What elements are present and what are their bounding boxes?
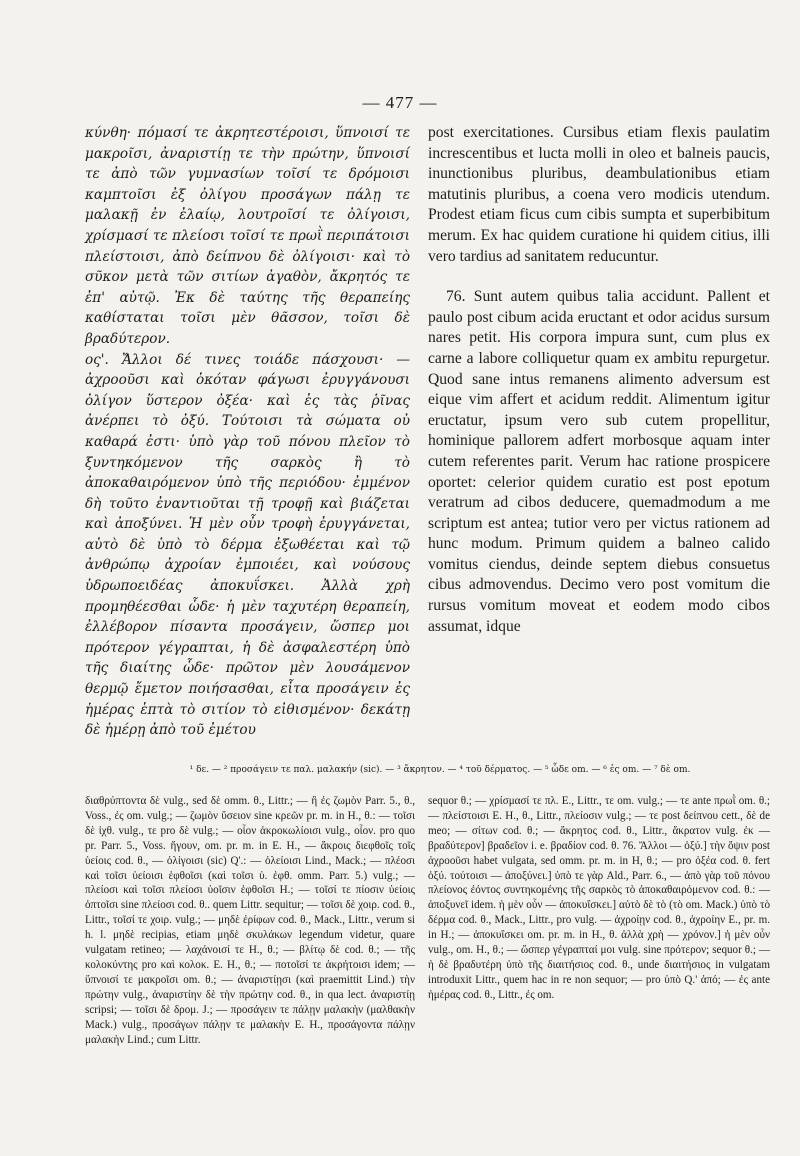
latin-paragraph-2: 76. Sunt autem quibus talia accidunt. Pallent et paulo post cibum acida eructant et odor acidus sursum nares petit. His corpora impura sunt, cum plus ex carne a labore colliquetur quam ex ambitu repurgetur. Quod sane intus remanens alimento adversum est eique vim affert et acidum reddit. Alimentum igitur eructatur, ipsum vero sub cutem propellitur, hominique pallorem adfert morbosque aquam inter cutem referentes parit. Verum hac ratione prospicere oportet: celerior quidem curatio est post epotum veratrum ad cibos deducere, quemadmodum a me scriptum est antea; tutior vero per victus rationem ad hunc modum. Primum quidem a balneo calido vomitus ciendus, deinde septem diebus consuetus cibus admovendus. Decimo vero post vomitum die rursus vomitum moveat et eodem modo cibos assumat, idque bbox=[428, 288, 770, 635]
paragraph-gap bbox=[428, 267, 770, 287]
latin-paragraph-1: post exercitationes. Cursibus etiam flexis paulatim increscentibus et lucta molli in oleo et balneis paucis, inunctionibus pluribus, deambulationibus etiam matutinis pluribus, a coena vero modicis utendum. Prodest etiam ficus cum cibis sumpta et superbibitum merum. Ex hac quidem curatione hi quidem citius, illi vero tardius ad sanitatem reducuntur. bbox=[428, 124, 770, 265]
apparatus-right-column bbox=[428, 794, 770, 1003]
apparatus-left-text: διαθρύπτοντα δὲ vulg., sed δὲ omm. θ., Littr.; — ἢ ἐς ζωμὸν Parr. 5., θ., Voss., ἐς om. vulg.; — ζωμὸν ὕσειον sine κρεῶν pr. m. in H., θ.: — τοῖσι δὲ ἰχθ. vulg., τε pro δὲ vulg.; — οἷον ἀκροκωλίοισι vulg., οἷον. pro quo pr. Parr. 5., Voss. ἤγουν, om. pr. m. in E. H., — ἄκροις διεφθοῖς τοῖς ὑείοις cod. θ., — ὀλίγοισι (sic) Q'.: — ὀλείοισι Lind., Mack.; — πλέοσι καὶ τοῖσι ὑείοισι ἑφθοῖσι (καὶ τοῖσι ὑ. ἑφθ. omm. Parr. 5.) vulg.; — πλείοσι καὶ τοῖσι πλείοσι ὑοῖσιν ἑφθοῖσι H.; — τοῖσί τε πίοσιν ὑείοις ὀπτοῖσι sine πλείοσι cod. θ.. quem Littr. sequitur; — τοῖσι δὲ χοιρ. cod. θ., Littr., τοῖσί τε χοιρ. vulg.; — μηδὲ ἐρίφων cod. θ., Mack., Littr., verum si h. l. μηδὲ recipias, etiam μηδὲ σκυλάκων legendum videtur, quare vulgatam retineo; — λαχάνοισί τε H., θ.; — βλίτῳ δὲ cod. θ.; — τῆς κολοκύντης pro καὶ κολοκ. E. H., θ.; — ποτοῖσί τε ἀκρήτοισι idem; — ὕπνοισί τε μακροῖσι om. θ.; — ἀναριστίῃσι (καὶ praemittit Lind.) τὴν πρώτην vulg., ἀναριστίην δὲ τὴν πρώτην cod. θ., in qua lect. ἀναριστίῃ scripsi; — τοῖσι δὲ δρομ. J.; — προσάγειν τε πάλῃν μαλακὴν (μαλθακὴν Mack.) vulg., προσάγων πάλῃν τε μαλακὴν E. H., προσάγοντα πάλῃν μαλακὴν Lind.; cum Littr. bbox=[85, 795, 415, 1046]
page-number: — 477 — bbox=[362, 93, 438, 112]
greek-text-column bbox=[85, 123, 410, 741]
footnote-line: ¹ δε. — ² προσάγειν τε παλ. μαλακήν (sic). — ³ ἄκρητον. — ⁴ τοῦ δέρματος. — ⁵ ὧδε om. — ⁶ ἐς om. — ⁷ δὲ om. bbox=[189, 765, 691, 775]
apparatus-right-text: sequor θ.; — χρίσμασί τε πλ. E., Littr., τε om. vulg.; — τε ante πρωῒ om. θ.; — πλείστοισι E. H., θ., Littr., πλείοσιν vulg.; — τε post δείπνου cett., δὲ de meo; — σίτων cod. θ.; — ἄκρητος cod. θ., Littr., ἄκρατον vulg. ἐκ — βραδύτερον] βραδεῖον i. e. βραδίον cod. θ. 76. Ἄλλοι — ὀξύ.] τὴν ὄψιν post ἀχροοῦσι habet vulgata, sed omm. pr. m. in H, θ.; — pro ὀξέα cod. θ. fert ὀξύ. τούτοισι — ἀποξύνει.] ὑπὸ τε γὰρ Ald., Parr. 6., — ἀπὸ γὰρ τοῦ πόνου πλείονος ἐόντος συντηκομένης τῆς σαρκὸς τὸ ἀποκαθαιρόμενον cod. θ.: — ἀποξυνεῖ idem. ἡ μὲν οὖν — ἀποκυΐσκει.] αὐτὸ δὲ τὸ (τὸ om. Mack.) ὑπὸ τὸ δέρμα cod. θ., Mack., Littr., pro vulg. — ἀχροίῃν cod. θ., ἀχροίην E., pr. m. in H.; — ἀποκυΐσκει om. pr. m. in H., θ. ἀλλὰ χρὴ — χρόνον.] ἡ μὲν οὖν vulg., om. H., θ.; — ὥσπερ γέγραπταί μοι vulg. sine πρότερον; sequor θ.; — ἡ δὲ βραδυτέρη ὑπὸ τῆς διαιτήσιος cod. θ., unde διαιτήσιος in vulgatam introduxit Littr., quem hac in re non sequor; — pro ὑπὸ Q.' ἀπό; — ἐς ante ἡμέρας cod. θ., Littr., ἐς om. bbox=[428, 795, 770, 1001]
greek-paragraph-2: ος'. Ἄλλοι δέ τινες τοιάδε πάσχουσι· — ἀχροοῦσι καὶ ὁκόταν φάγωσι ἐρυγγάνουσι ὀλίγον ὕστερον ὀξέα· καὶ ἐς τὰς ῥῖνας ἀνέρπει τὸ ὀξύ. Τούτοισι τὰ σώματα οὐ καθαρά ἐστι· ὑπὸ γὰρ τοῦ πόνου πλεῖον τὸ ξυντηκόμενον τῆς σαρκὸς ἢ τὸ ἀποκαθαιρόμενον ὑπὸ τῆς περιόδου· ἐμμένον δὴ τοῦτο ἐναντιοῦται τῇ τροφῇ καὶ βιάζεται καὶ ἀποξύνει. Ἡ μὲν οὖν τροφὴ ἐρυγγάνεται, αὐτὸ δὲ ὑπὸ τὸ δέρμα ἐξωθέεται καὶ τῷ ἀνθρώπῳ ἀχροίαν ἐμποιέει, καὶ νούσους ὑδρωποειδέας ἀποκυΐσκει. Ἀλλὰ χρὴ προμηθέεσθαι ὧδε· ἡ μὲν ταχυτέρη θεραπείη, ἐλλέβορον πίσαντα προσάγειν, ὥσπερ μοι πρότερον γέγραπται, ἡ δὲ ἀσφαλεστέρη ὑπὸ τῆς διαίτης ὧδε· πρῶτον μὲν λουσάμενον θερμῷ ἔμετον ποιήσασθαι, εἶτα προσάγειν ἐς ἡμέρας ἑπτὰ τὸ σιτίον τὸ εἰθισμένον· δεκάτῃ δὲ ἡμέρῃ ἀπὸ τοῦ ἐμέτου bbox=[85, 351, 410, 739]
apparatus-left-column bbox=[85, 794, 415, 1047]
latin-text-column bbox=[428, 123, 770, 637]
greek-paragraph-1: κύνθη· πόμασί τε ἀκρητεστέροισι, ὕπνοισί τε μακροῖσι, ἀναριστίῃ τε τὴν πρώτην, ὕπνοισί τε ἀπὸ τῶν γυμνασίων τοῖσί τε δρόμοισι καμπτοῖσι ἐξ ὀλίγου προσάγων πάλῃ τε μαλακῇ ἐν ἐλαίῳ, λουτροῖσί τε ὀλίγοισι, χρίσμασί τε πλείοσι τοῖσί τε πρωῒ περιπάτοισι πλείστοισι, ἀπὸ δείπνου δὲ ὀλίγοισι· καὶ τὸ σῦκον μετὰ τῶν σιτίων ἀγαθὸν, ἄκρητός τε ἐπ' αὐτῷ. Ἐκ δὲ ταύτης τῆς θεραπείης καθίσταται τοῖσι μὲν θᾶσσον, τοῖσι δὲ βραδύτερον. bbox=[85, 125, 410, 347]
